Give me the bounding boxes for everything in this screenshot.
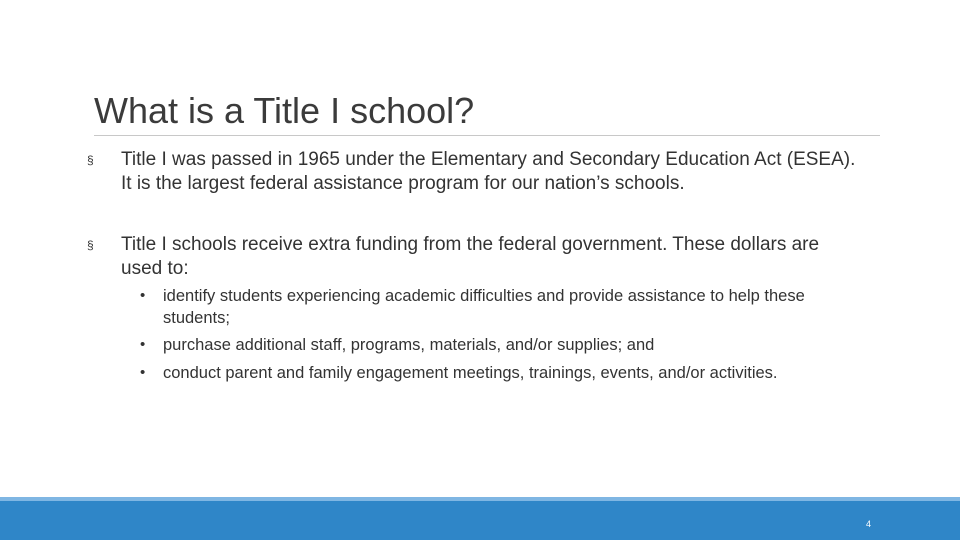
bullet-text: Title I was passed in 1965 under the Elementary and Secondary Education Act (ESEA). It is the largest federal assistance program for our nation’s schools. (121, 149, 856, 194)
sub-bullet-text: identify students experiencing academic difficulties and provide assistance to help these students; (163, 287, 805, 327)
page-number: 4 (866, 519, 872, 529)
dot-bullet-icon: • (140, 364, 146, 381)
bullet-text: Title I schools receive extra funding from the federal government. These dollars are used to: (121, 234, 820, 279)
dot-bullet-icon: • (140, 336, 146, 353)
title-divider (94, 135, 880, 136)
square-bullet-icon: § (87, 238, 94, 252)
sub-bullet-text: purchase additional staff, programs, materials, and/or supplies; and (163, 336, 655, 354)
slide-title: What is a Title I school? (94, 90, 475, 131)
square-bullet-icon: § (87, 153, 94, 167)
footer-bar (0, 501, 960, 540)
dot-bullet-icon: • (140, 287, 146, 304)
sub-bullet-text: conduct parent and family engagement meetings, trainings, events, and/or activities. (163, 364, 778, 382)
